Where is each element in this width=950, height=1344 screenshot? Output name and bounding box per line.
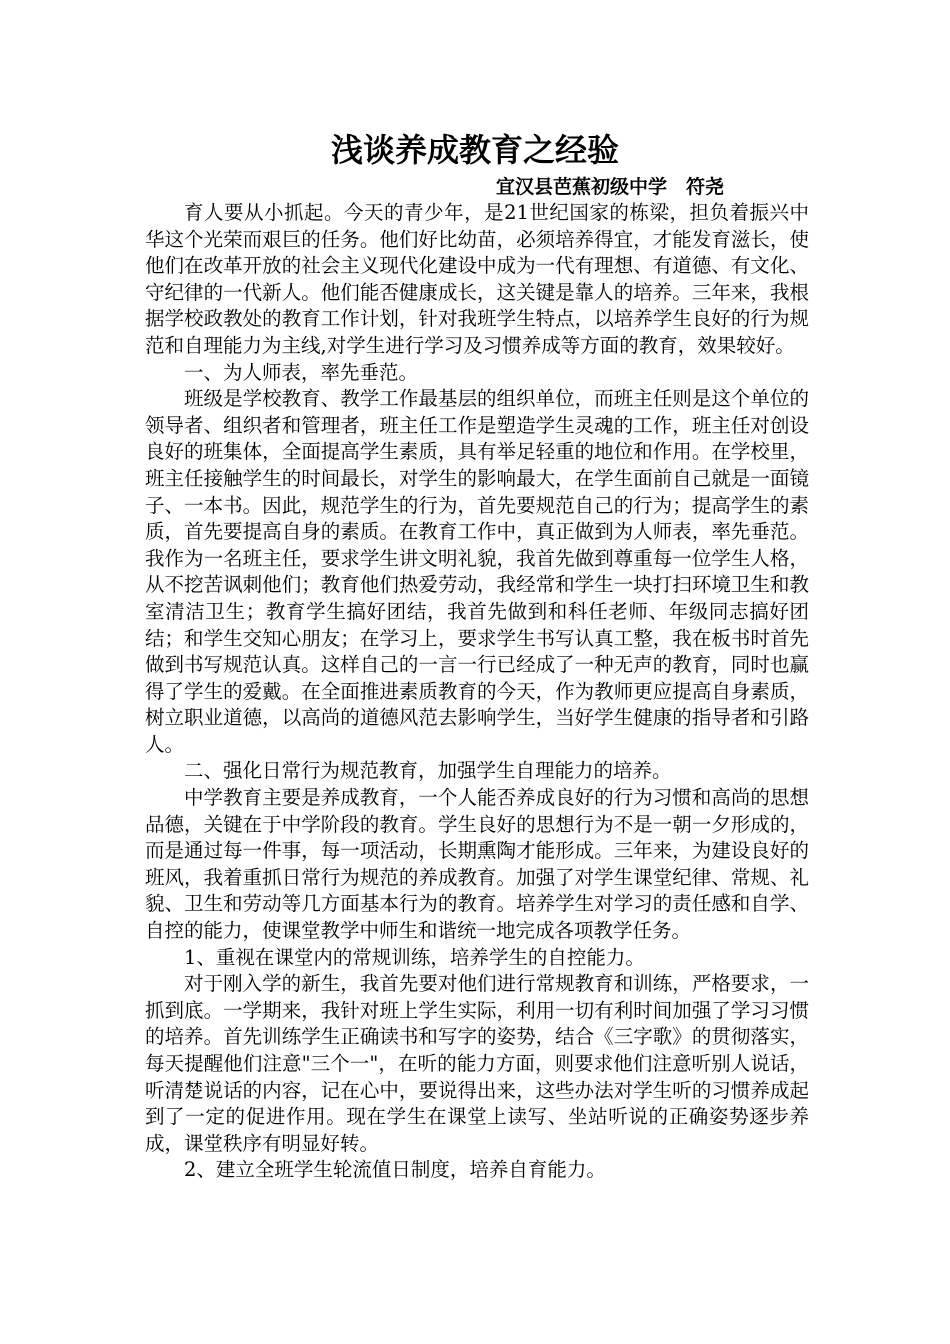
subsection-heading-2: 2、建立全班学生轮流值日制度，培养自育能力。 [184,1158,606,1182]
author-line: 宜汉县芭蕉初级中学 符尧 [496,176,725,198]
paragraph-section-2: 中学教育主要是养成教育，一个人能否养成良好的行为习惯和高尚的思想品德，关键在于中学阶段的教育。学生良好的思想行为不是一朝一夕形成的，而是通过每一件事，每一项活动，长期熏陶才能形成。三年来，为建设良好的班风，我着重抓日常行为规范的养成教育。加强了对学生课堂纪律、常规、礼貌、卫生和劳动等几方面基本行为的教育。培养学生对学习的责任感和自学、自控的能力，使课堂教学中师生和谐统一地完成各项教学任务。 [145,786,809,943]
section-heading-2: 二、强化日常行为规范教育，加强学生自理能力的培养。 [184,759,672,783]
document-body [145,200,809,1184]
subsection-heading-1: 1、重视在课堂内的常规训练，培养学生的自控能力。 [184,945,645,969]
paragraph-intro: 育人要从小抓起。今天的青少年，是21世纪国家的栋梁，担负着振兴中华这个光荣而艰巨的任务。他们好比幼苗，必须培养得宜，才能发育滋长，使他们在改革开放的社会主义现代化建设中成为一代有理想、有道德、有文化、守纪律的一代新人。他们能否健康成长，这关键是靠人的培养。三年来，我根据学校政教处的教育工作计划，针对我班学生特点，以培养学生良好的行为规范和自理能力为主线,对学生进行学习及习惯养成等方面的教育，效果较好。 [145,201,809,357]
paragraph-section-1: 班级是学校教育、教学工作最基层的组织单位，而班主任则是这个单位的领导者、组织者和管理者，班主任工作是塑造学生灵魂的工作，班主任对创设良好的班集体，全面提高学生素质，具有举足轻重的地位和作用。在学校里，班主任接触学生的时间最长，对学生的影响最大，在学生面前自己就是一面镜子、一本书。因此，规范学生的行为，首先要规范自己的行为；提高学生的素质，首先要提高自身的素质。在教育工作中，真正做到为人师表，率先垂范。我作为一名班主任，要求学生讲文明礼貌，我首先做到尊重每一位学生人格，从不挖苦讽刺他们；教育他们热爱劳动，我经常和学生一块打扫环境卫生和教室清洁卫生；教育学生搞好团结，我首先做到和科任老师、年级同志搞好团结；和学生交知心朋友；在学习上，要求学生书写认真工整，我在板书时首先做到书写规范认真。这样自己的一言一行已经成了一种无声的教育，同时也赢得了学生的爱戴。在全面推进素质教育的今天，作为教师更应提高自身素质，树立职业道德，以高尚的道德风范去影响学生，当好学生健康的指导者和引路人。 [145,387,809,756]
document-title: 浅谈养成教育之经验 [330,131,619,169]
section-heading-1: 一、为人师表，率先垂范。 [184,360,419,384]
paragraph-subsection-1: 对于刚入学的新生，我首先要对他们进行常规教育和训练，严格要求，一抓到底。一学期来，我针对班上学生实际，利用一切有利时间加强了学习习惯的培养。首先训练学生正确读书和写字的姿势，结合《三字歌》的贯彻落实，每天提醒他们注意"三个一"，在听的能力方面，则要求他们注意听别人说话，听清楚说话的内容，记在心中，要说得出来，这些办法对学生听的习惯养成起到了一定的促进作用。现在学生在课堂上读写、坐站听说的正确姿势逐步养成，课堂秩序有明显好转。 [145,972,809,1155]
